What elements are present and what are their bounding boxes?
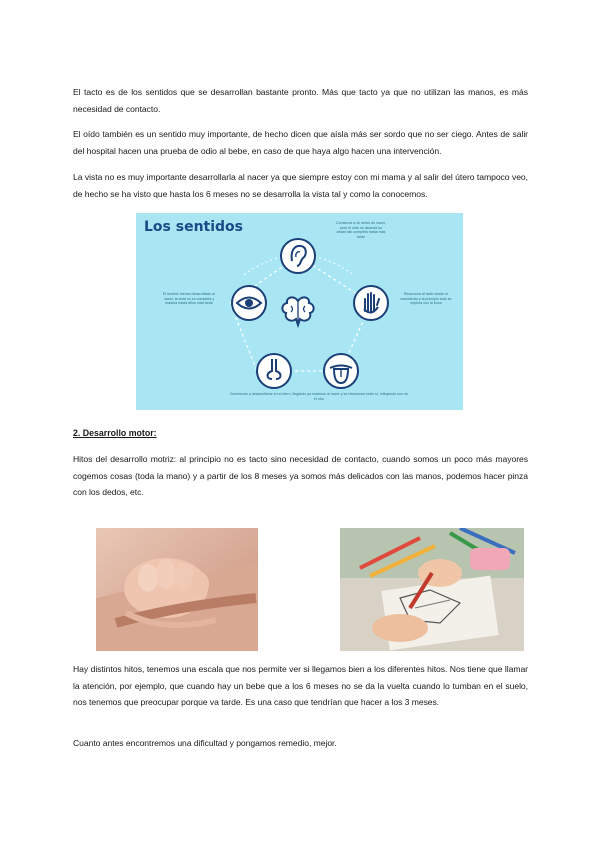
brain-icon: [282, 297, 313, 325]
nose-icon: [257, 354, 291, 388]
paragraph-touch: El tacto es de los sentidos que se desarrollan bastante pronto. Más que tacto ya que no utilizan las manos, es más necesidad de contacto.: [73, 87, 528, 114]
caption-eye: El sentido menos desarrollado al nacer, la vista no es completa y madura hasta años más tarde: [162, 292, 216, 306]
child-drawing-photo: [340, 528, 524, 651]
paragraph-hearing: El oído también es un sentido muy importante, de hecho dicen que aísla más ser sordo que no ser ciego. Antes de salir del hospital hacen una prueba de odio al bebe, en caso de que haya algo hacen una intervención.: [73, 129, 528, 156]
hand-icon: [354, 286, 388, 320]
tongue-icon: [324, 354, 358, 388]
senses-infographic: [136, 213, 463, 410]
caption-ear: Comienza a oír antes de nacer, pero el oído no alcanza su desarrollo completo hasta más tarde: [336, 221, 386, 239]
paragraph-motor: Hitos del desarrollo motriz: al principio no es tacto sino necesidad de contacto, cuando somos un poco más mayores cogemos cosas (toda la mano) y a partir de los 8 meses ya somos más delicados con las manos, podemos hacer pinza con los dedos, etc.: [73, 454, 528, 497]
paragraph-conclusion: Cuanto antes encontremos una dificultad y pongamos remedio, mejor.: [73, 738, 337, 748]
baby-hand-photo: [96, 528, 258, 651]
paragraph-vision: La vista no es muy importante desarrollarla al nacer ya que siempre estoy con mi mama y al salir del útero tampoco veo, de hecho se ha visto que hasta los 6 meses no se desarrolla la vista tal y como la conocemos.: [73, 172, 528, 199]
senses-diagram: [136, 213, 463, 410]
paragraph-milestones: Hay distintos hitos, tenemos una escala que nos permite ver si llegamos bien a los diferentes hitos. Nos tiene que llamar la atención, por ejemplo, que cuando hay un bebe que a los 6 meses no se da la vuelta cuando lo tumban en el suelo, nos tenemos que preocupar porque va tarde. Es una caso que tendrían que hacer a los 3 meses.: [73, 664, 528, 707]
caption-hand: Reacciona al tacto desde el nacimiento y al principio todo se explora con la boca: [400, 292, 452, 306]
ear-icon: [281, 239, 315, 273]
infographic-title: Los sentidos: [144, 219, 244, 235]
section-heading: 2. Desarrollo motor:: [73, 428, 157, 438]
eye-icon: [232, 286, 266, 320]
caption-bottom: Comienzan a desarrollarse en el útero, llegando ya maduros al nacer y se relacionan entre sí, influyendo uno en el otro: [229, 392, 409, 401]
